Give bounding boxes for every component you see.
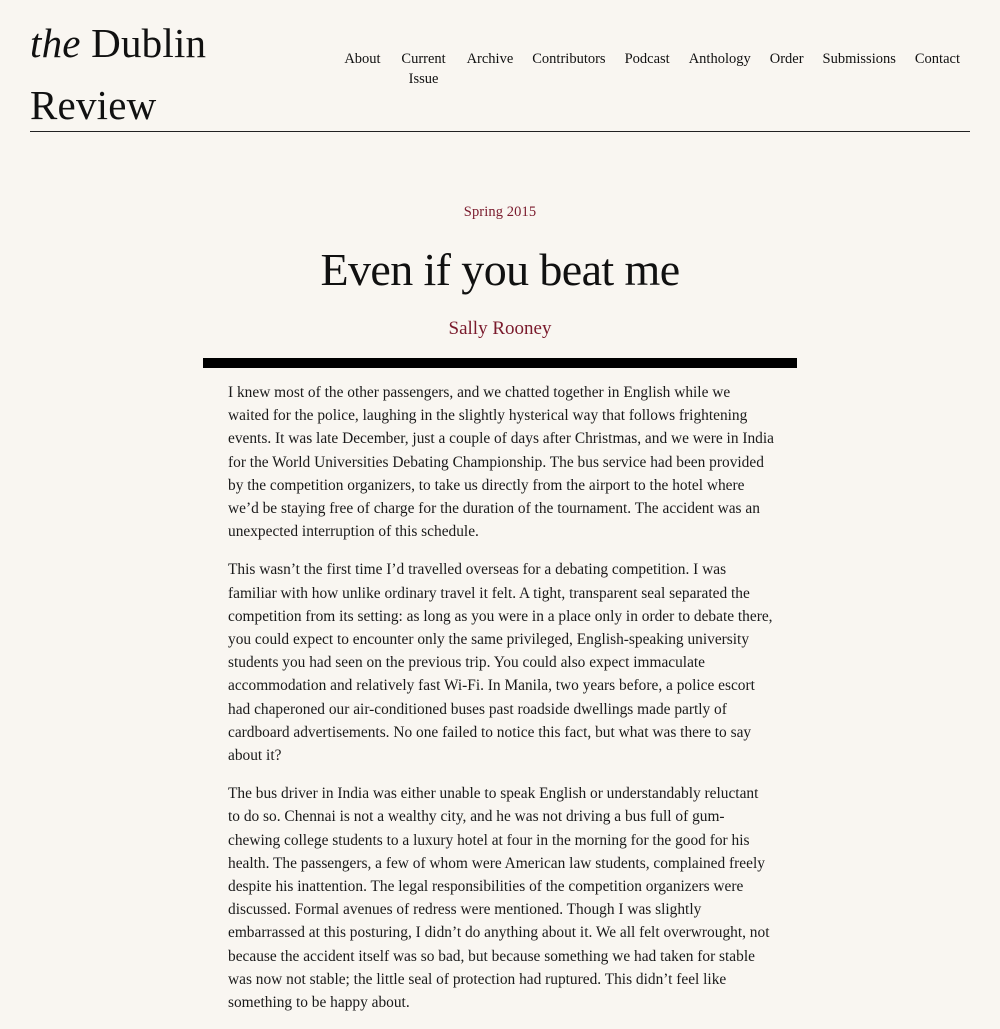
logo-line-1 (30, 12, 206, 74)
article-body (228, 381, 774, 1029)
logo-review: Review (30, 82, 157, 128)
nav-order[interactable]: Order (769, 51, 804, 67)
site-header (30, 0, 970, 132)
article-title: Even if you beat me (320, 244, 680, 295)
logo-the: the (30, 20, 81, 66)
article-author[interactable]: Sally Rooney (448, 318, 552, 339)
nav-contributors[interactable]: Contributors (532, 51, 606, 67)
nav-about[interactable]: About (344, 51, 381, 67)
site-logo[interactable] (30, 12, 206, 136)
article-paragraph: I knew most of the other passengers, and we chatted together in English while we waited for the police, laughing in the slightly hysterical way that follows frightening events. It was late December, just a couple of days after Christmas, and we were in India for the World Universities Debating Championship. The bus service had been provided by the competition organizers, to take us directly from the airport to the hotel where we’d be staying free of charge for the duration of the tournament. The accident was an unexpected interruption of this schedule. (228, 384, 774, 541)
nav-submissions[interactable]: Submissions (822, 51, 896, 67)
nav-current-issue[interactable]: Current Issue (401, 51, 446, 87)
nav-podcast[interactable]: Podcast (624, 51, 670, 67)
main-nav (344, 49, 960, 89)
nav-anthology[interactable]: Anthology (688, 51, 751, 67)
article-paragraph: This wasn’t the first time I’d travelled overseas for a debating competition. I was familiar with how unlike ordinary travel it felt. A tight, transparent seal separated the competition from its setting: as long as you were in a place only in order to debate there, you could expect to encounter only the same privileged, English-speaking university students you had seen on the previous trip. You could also expect immaculate accommodation and relatively fast Wi-Fi. In Manila, two years before, a police escort had chaperoned our air-conditioned buses past roadside dwellings made partly of cardboard advertisements. No one failed to notice this fact, but what was there to say about it? (228, 561, 773, 765)
article-paragraph: The bus driver in India was either unable to speak English or understandably reluctant to do so. Chennai is not a wealthy city, and he was not driving a bus full of gum-chewing college students to a luxury hotel at four in the morning for the good for his health. The passengers, a few of whom were American law students, complained freely despite his inattention. The legal responsibilities of the competition organizers were discussed. Formal avenues of redress were mentioned. Though I was slightly embarrassed at this posturing, I didn’t do anything about it. We all felt overwrought, not because the accident itself was so bad, but because something we had taken for stable was now not stable; the little seal of protection had ruptured. This didn’t feel like something to be happy about. (228, 785, 770, 1012)
logo-dublin: Dublin (91, 20, 207, 66)
nav-archive[interactable]: Archive (466, 51, 514, 67)
title-divider (203, 358, 797, 368)
nav-contact[interactable]: Contact (914, 51, 960, 67)
issue-label[interactable]: Spring 2015 (463, 204, 537, 220)
